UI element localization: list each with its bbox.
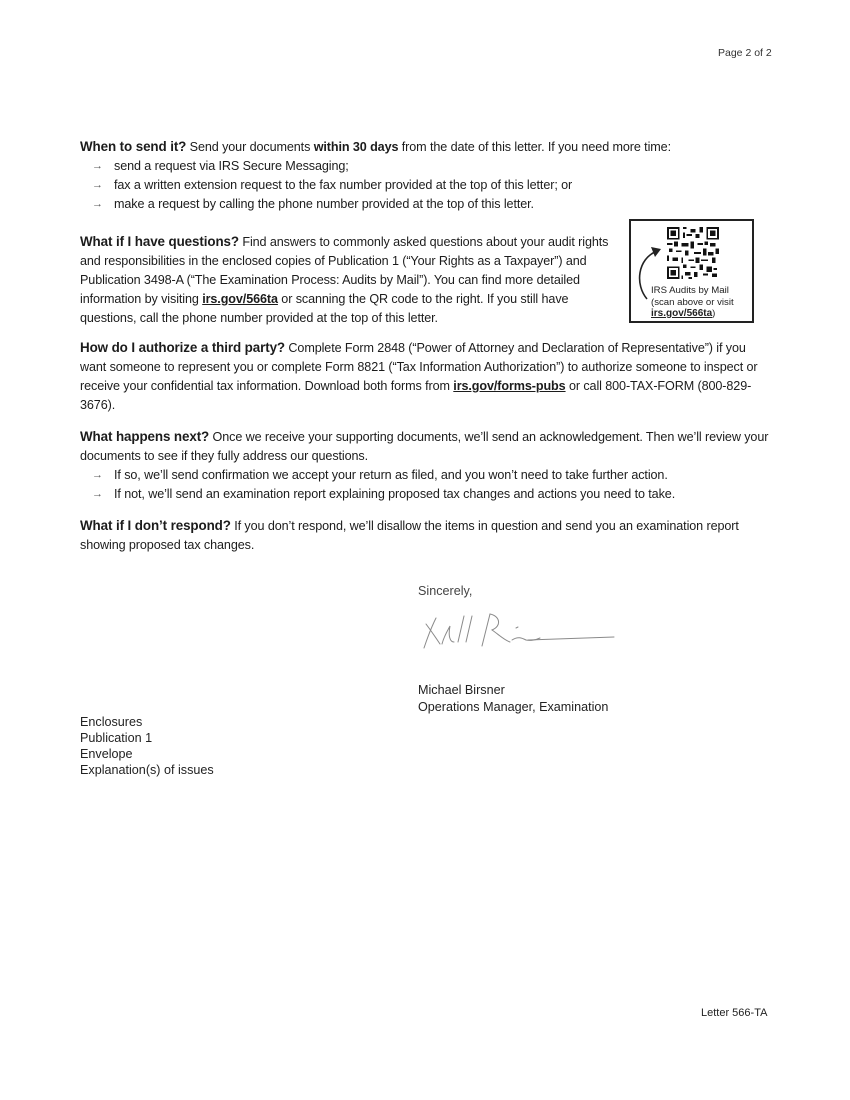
no-response-heading: What if I don’t respond? (80, 518, 231, 533)
list-item-text: If so, we’ll send confirmation we accept your return as filed, and you won’t need to take further action. (114, 468, 668, 482)
arrow-icon: → (92, 198, 103, 210)
enclosure-item: Publication 1 (80, 731, 153, 745)
questions-text-before: Find answers to commonly asked questions about your audit rights and responsibilities in the enclosed copies of Publication 1 (“Your Rights as a Taxpayer”) and Publication 3498-A (“The Examination Process: Audits by Mail”). You can find more detailed information by visiting (80, 235, 609, 306)
signer-block (418, 682, 608, 715)
list-item-text: If not, we’ll send an examination report explaining proposed tax changes and actions you need to take. (114, 487, 676, 501)
questions-text-after: or scanning the QR code to the right. If you still have questions, call the phone number provided at the top of this letter. (80, 292, 569, 325)
signature-image (418, 608, 618, 654)
qr-caption-instruction: (scan above or visit (651, 296, 734, 308)
list-item-text: make a request by calling the phone number provided at the top of this letter. (114, 197, 534, 211)
audit-info-link[interactable]: irs.gov/566ta (202, 292, 278, 306)
list-item (80, 176, 671, 195)
list-item (80, 195, 671, 214)
what-next-text: Once we receive your supporting documents, we’ll send an acknowledgement. Then we’ll review your documents to see if they fully address our questions. (80, 430, 769, 463)
forms-pubs-link[interactable]: irs.gov/forms-pubs (453, 379, 566, 393)
third-party-text-after: or call 800-TAX-FORM (800-829-3676). (80, 379, 752, 412)
section-questions (80, 232, 620, 328)
enclosure-item: Explanation(s) of issues (80, 763, 214, 777)
third-party-text-before: Complete Form 2848 (“Power of Attorney and Declaration of Representative”) if you want someone to represent you or complete Form 8821 (“Tax Information Authorization”) to authorize someone to inspect or receive your confidential tax information. Download both forms from (80, 341, 758, 393)
enclosure-item: Envelope (80, 747, 133, 761)
closing-salutation: Sincerely, (418, 584, 473, 598)
when-to-send-paragraph (80, 137, 671, 157)
signer-title: Operations Manager, Examination (418, 699, 609, 714)
arrow-icon: → (92, 179, 103, 191)
qr-caption-title: IRS Audits by Mail (651, 285, 729, 296)
what-next-paragraph (80, 427, 770, 466)
enclosures-list (80, 714, 214, 778)
when-to-send-text-after: from the date of this letter. If you need more time: (398, 140, 671, 154)
third-party-heading: How do I authorize a third party? (80, 340, 286, 355)
questions-heading: What if I have questions? (80, 234, 239, 249)
list-item (80, 485, 770, 504)
enclosures-heading: Enclosures (80, 715, 143, 729)
list-item-text: fax a written extension request to the fax number provided at the top of this letter; or (114, 178, 573, 192)
what-next-outcomes-list (80, 466, 770, 504)
arrow-icon: → (92, 160, 103, 172)
qr-caption-link[interactable]: irs.gov/566ta (651, 308, 713, 319)
section-what-next (80, 427, 770, 504)
section-when-to-send (80, 137, 671, 214)
qr-caption (651, 285, 734, 320)
signer-name: Michael Birsner (418, 683, 505, 697)
section-no-response (80, 516, 770, 555)
when-to-send-heading: When to send it? (80, 139, 187, 154)
when-to-send-deadline: within 30 days (313, 140, 399, 154)
arrow-icon: → (92, 469, 103, 481)
what-next-heading: What happens next? (80, 429, 210, 444)
page-number: Page 2 of 2 (718, 47, 772, 59)
arrow-icon: → (92, 488, 103, 500)
qr-code-icon[interactable] (667, 227, 719, 279)
when-to-send-text-before: Send your documents (186, 140, 314, 154)
qr-caption-end: ) (712, 308, 716, 319)
list-item (80, 466, 770, 485)
letter-id: Letter 566-TA (701, 1007, 768, 1019)
qr-code-box (629, 219, 754, 323)
when-to-send-options-list (80, 157, 671, 214)
list-item (80, 157, 671, 176)
section-third-party (80, 338, 770, 415)
no-response-text: If you don’t respond, we’ll disallow the items in question and send you an examination report showing proposed tax changes. (80, 519, 739, 552)
qr-caption-link-line (651, 308, 734, 320)
list-item-text: send a request via IRS Secure Messaging; (114, 159, 349, 173)
